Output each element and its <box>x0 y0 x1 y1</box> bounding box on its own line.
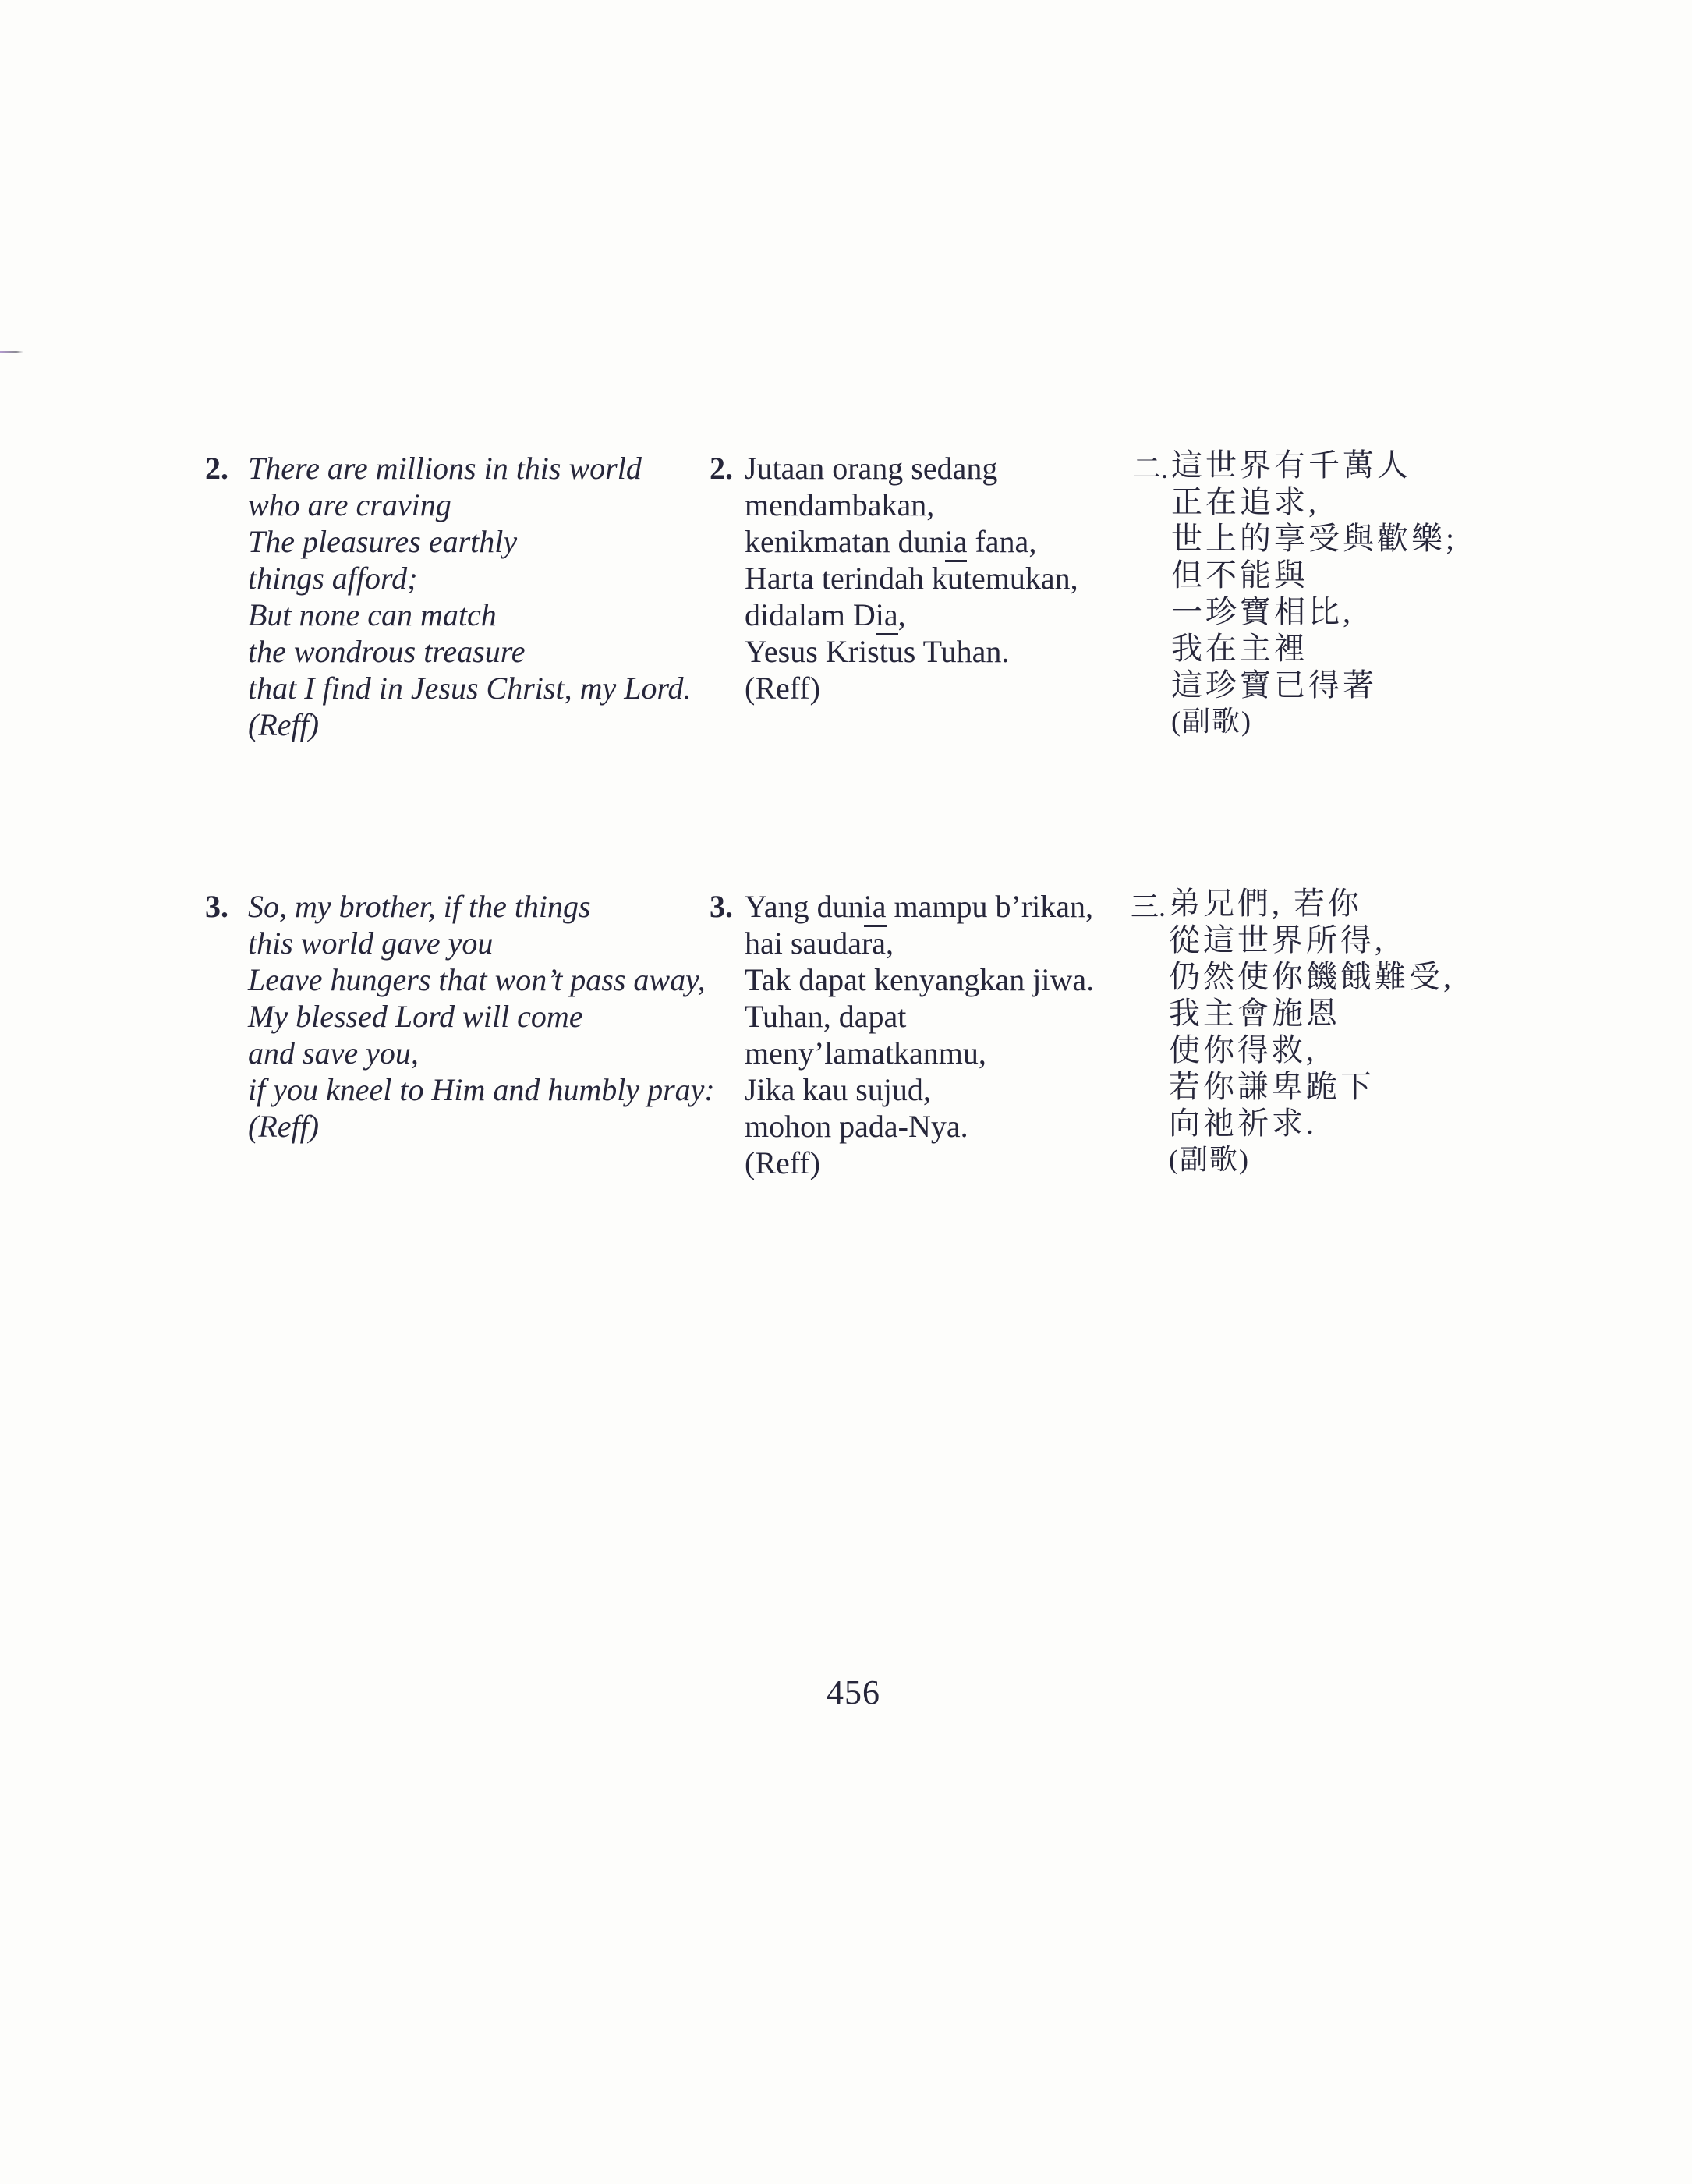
verse-line: (Reff) <box>745 671 820 706</box>
verse-line: 我主會施恩 <box>1169 996 1340 1031</box>
verse-lines <box>1171 447 1457 740</box>
verse-lines <box>248 450 692 743</box>
text-segment: Yang dun <box>745 889 864 924</box>
verse-line: (Reff) <box>745 1145 820 1180</box>
verse-line: (Reff) <box>248 707 320 742</box>
verse-line <box>745 888 1094 925</box>
page-number: 456 <box>827 1673 880 1711</box>
verse-line: 一珍寶相比, <box>1171 594 1354 629</box>
verse-number: 三. <box>1131 891 1166 922</box>
verse-line: The pleasures earthly <box>248 524 518 559</box>
verse-line: 正在追求, <box>1171 484 1319 519</box>
verse-line: 向祂祈求. <box>1169 1106 1317 1141</box>
verse-line: But none can match <box>248 597 497 632</box>
verse-line: things afford; <box>248 561 418 596</box>
verse-line: that I find in Jesus Christ, my Lord. <box>248 671 692 706</box>
verse-line: Jutaan orang sedang <box>745 451 998 486</box>
verse-line: (副歌) <box>1171 706 1252 737</box>
verse-line: 我在主裡 <box>1171 631 1308 666</box>
verse-line: 弟兄們, 若你 <box>1169 886 1362 921</box>
verse-3-chinese <box>1131 885 1454 1178</box>
verse-2-indonesian <box>710 450 1078 706</box>
underlined-segment: ia <box>876 597 898 635</box>
verse-line: Tuhan, dapat <box>745 999 907 1034</box>
verse-line: hai saudara, <box>745 926 894 961</box>
text-segment: mampu b’rikan, <box>886 889 1094 924</box>
verse-line: Harta terindah kutemukan, <box>745 561 1078 596</box>
verse-line <box>745 596 1078 633</box>
verse-line: 從這世界所得, <box>1169 922 1386 957</box>
verse-line <box>745 523 1078 560</box>
verse-line: (副歌) <box>1169 1144 1250 1175</box>
verse-line: this world gave you <box>248 926 494 961</box>
verse-lines <box>745 888 1094 1181</box>
verse-line: Leave hungers that won’t pass away, <box>248 962 706 997</box>
verse-number: 3. <box>205 889 228 924</box>
verse-line: 世上的享受與歡樂; <box>1171 521 1458 556</box>
text-segment: fana, <box>967 524 1037 559</box>
verse-number: 2. <box>205 451 228 486</box>
text-segment: didalam D <box>745 597 876 632</box>
verse-line: the wondrous treasure <box>248 634 526 669</box>
scan-artifact-dash <box>0 351 23 353</box>
verse-line: and save you, <box>248 1035 419 1071</box>
verse-line: My blessed Lord will come <box>248 999 583 1034</box>
verse-line: 但不能與 <box>1171 558 1308 593</box>
verse-line: 若你謙卑跪下 <box>1169 1069 1375 1104</box>
verse-line: 使你得救, <box>1169 1032 1317 1067</box>
verse-line: who are craving <box>248 487 451 522</box>
verse-line: if you kneel to Him and humbly pray: <box>248 1072 715 1107</box>
verse-line: 這珍寶已得著 <box>1171 667 1377 703</box>
verse-line: (Reff) <box>248 1109 320 1144</box>
verse-line: mohon pada-Nya. <box>745 1109 968 1144</box>
verse-line: Tak dapat kenyangkan jiwa. <box>745 962 1095 997</box>
verse-2-english <box>205 450 692 743</box>
verse-3-english <box>205 888 715 1145</box>
verse-lines <box>248 888 715 1145</box>
text-segment: kenikmatan dun <box>745 524 945 559</box>
verse-line: 這世界有千萬人 <box>1171 448 1411 483</box>
underlined-segment: ia <box>945 524 968 562</box>
verse-number: 3. <box>710 889 733 924</box>
verse-lines <box>745 450 1078 706</box>
verse-3-indonesian <box>710 888 1094 1181</box>
verse-line: So, my brother, if the things <box>248 889 591 924</box>
verse-lines <box>1169 885 1454 1178</box>
text-segment: , <box>897 597 906 632</box>
verse-number: 二. <box>1133 453 1169 484</box>
verse-line: Jika kau sujud, <box>745 1072 931 1107</box>
verse-line: mendambakan, <box>745 487 935 522</box>
verse-line: 仍然使你饑餓難受, <box>1169 959 1454 994</box>
verse-2-chinese <box>1133 447 1457 740</box>
verse-number: 2. <box>710 451 733 486</box>
verse-line: meny’lamatkanmu, <box>745 1035 986 1071</box>
verse-line: Yesus Kristus Tuhan. <box>745 634 1010 669</box>
underlined-segment: ia <box>864 889 887 927</box>
verse-line: There are millions in this world <box>248 451 642 486</box>
